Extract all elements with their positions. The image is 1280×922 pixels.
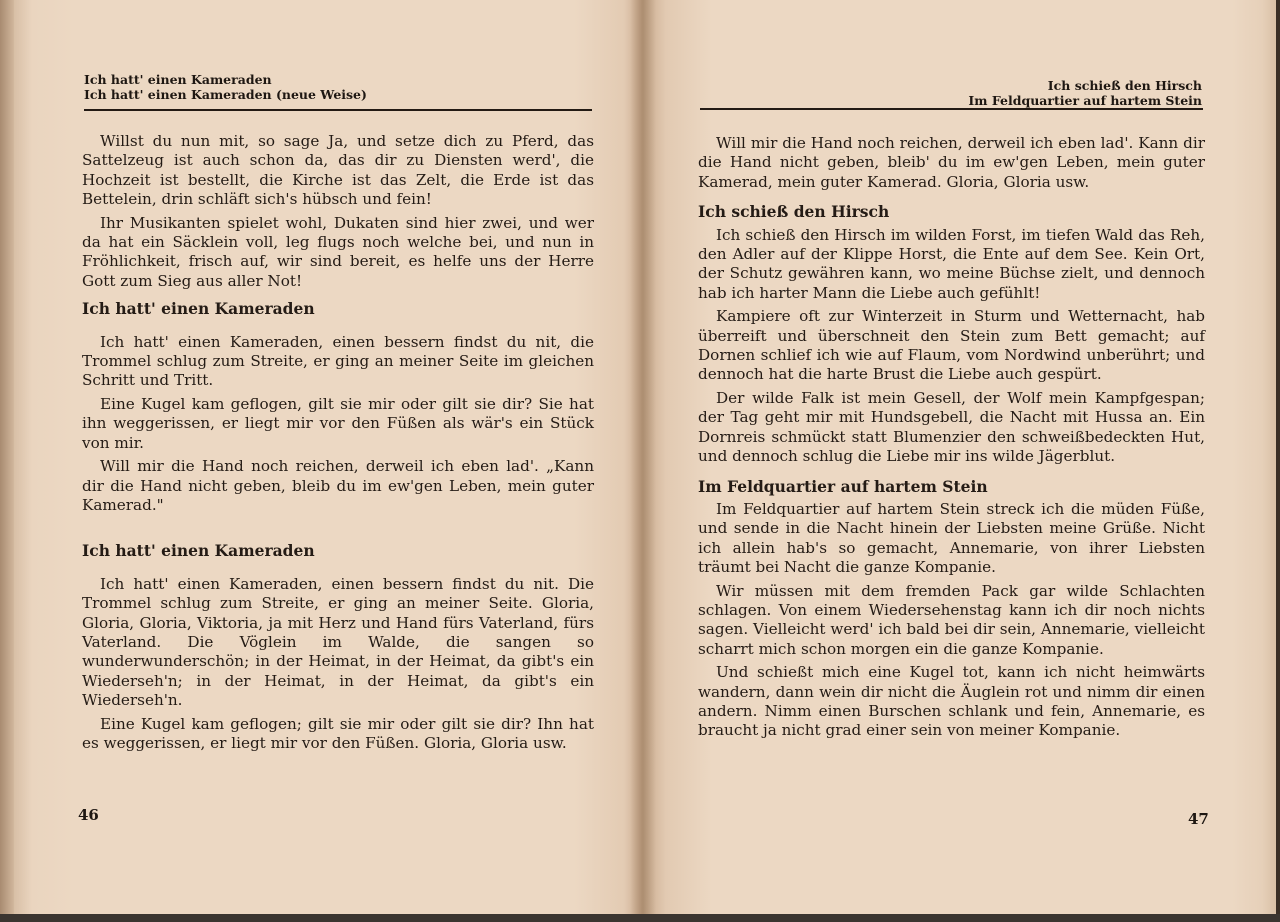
page-number: 47 <box>1188 810 1209 828</box>
running-head-line: Ich hatt' einen Kameraden <box>84 72 272 87</box>
right-page <box>642 0 1276 914</box>
paragraph: Willst du nun mit, so sage Ja, und setze dich zu Pferd, das Sattelzeug ist auch schon da, das dir zu Diensten werd', die Hochzeit ist bestellt, die Kirche ist das Zelt, die Erde ist das Bettelein, drin schläft sich's hübsch und fein! <box>82 132 594 209</box>
section-heading: Ich schieß den Hirsch <box>698 202 890 222</box>
page-number: 46 <box>78 806 99 824</box>
paragraph: Ich schieß den Hirsch im wilden Forst, im tiefen Wald das Reh, den Adler auf der Klippe Horst, die Ente auf dem See. Kein Ort, der Schutz gewähren kann, wo meine Büchse zielt, und dennoch hab ich harter Mann die Liebe auch gefühlt! <box>698 225 1205 302</box>
gutter-shadow <box>630 0 656 914</box>
book-edge <box>0 0 14 922</box>
running-head-line: Im Feldquartier auf hartem Stein <box>968 93 1202 108</box>
right-page-text <box>698 134 1205 745</box>
book-bottom-edge <box>0 914 1280 922</box>
paragraph: Im Feldquartier auf hartem Stein streck ich die müden Füße, und sende in die Nacht hinein der Liebsten meine Grüße. Nicht ich allein hab's so gemacht, Annemarie, von ihrer Liebsten träumt bei Nacht die ganze Kompanie. <box>698 499 1205 577</box>
paragraph: Kampiere oft zur Winterzeit in Sturm und Wetternacht, hab überreift und überschneit den Stein zum Bett gemacht; auf Dornen schlief ich wie auf Flaum, vom Nordwind unberührt; und dennoch hat die harte Brust die Liebe auch gespürt. <box>698 307 1205 384</box>
left-page <box>14 0 642 914</box>
section-heading: Im Feldquartier auf hartem Stein <box>698 476 988 496</box>
paragraph: Eine Kugel kam geflogen, gilt sie mir oder gilt sie dir? Sie hat ihn weggerissen, er liegt mir vor den Füßen als wär's ein Stück von mir. <box>82 394 594 452</box>
paragraph: Ihr Musikanten spielet wohl, Dukaten sind hier zwei, und wer da hat ein Säcklein voll, leg flugs noch welche bei, und nun in Fröhlichkeit, frisch auf, wir sind bereit, es helfe uns der Herre Gott zum Sieg aus aller Not! <box>82 213 594 290</box>
running-head-right <box>702 78 1202 108</box>
paragraph: Ich hatt' einen Kameraden, einen bessern findst du nit. Die Trommel schlug zum Streite, er ging an meiner Seite. Gloria, Gloria, Gloria, Viktoria, ja mit Herz und Hand fürs Vaterland, fürs Vaterland. Die Vöglein im Walde, die sangen so wunderwunderschön; in der Heimat, in der Heimat, da gibt's ein Wiederseh'n; in der Heimat, in der Heimat, da gibt's ein Wiederseh'n. <box>82 574 594 710</box>
running-head-line: Ich schieß den Hirsch <box>1047 78 1202 93</box>
paragraph: Der wilde Falk ist mein Gesell, der Wolf mein Kampfgespan; der Tag geht mir mit Hundsgebell, die Nacht mit Hussa an. Ein Dornreis schmückt statt Blumenzier den schweißbedeckten Hut, und dennoch schlug die Liebe mir ins wilde Jägerblut. <box>698 388 1205 466</box>
paragraph: Ich hatt' einen Kameraden, einen bessern findst du nit, die Trommel schlug zum Streite, er ging an meiner Seite im gleichen Schritt und Tritt. <box>82 332 594 390</box>
header-rule <box>84 109 592 111</box>
header-rule <box>700 108 1203 110</box>
paragraph: Will mir die Hand noch reichen, derweil ich eben lad'. „Kann dir die Hand nicht geben, bleib du im ew'gen Leben, mein guter Kamerad." <box>82 457 594 514</box>
paragraph: Eine Kugel kam geflogen; gilt sie mir oder gilt sie dir? Ihn hat es weggerissen, er liegt mir vor den Füßen. Gloria, Gloria usw. <box>82 714 594 752</box>
paragraph: Will mir die Hand noch reichen, derweil ich eben lad'. Kann dir die Hand nicht geben, bleib' du im ew'gen Leben, mein guter Kamerad, mein guter Kamerad. Gloria, Gloria usw. <box>698 134 1205 191</box>
running-head-line: Ich hatt' einen Kameraden (neue Weise) <box>84 87 367 102</box>
paragraph: Wir müssen mit dem fremden Pack gar wilde Schlachten schlagen. Von einem Wiedersehenstag kann ich dir noch nichts sagen. Vielleicht werd' ich bald bei dir sein, Annemarie, vielleicht scharrt mich schon morgen ein die ganze Kompanie. <box>698 581 1205 658</box>
left-page-text <box>82 132 594 757</box>
running-head-left <box>84 72 604 102</box>
paragraph: Und schießt mich eine Kugel tot, kann ich nicht heimwärts wandern, dann wein dir nicht die Äuglein rot und nimm dir einen andern. Nimm einen Burschen schlank und fein, Annemarie, es braucht ja nicht grad einer sein von meiner Kompanie. <box>698 663 1205 740</box>
section-heading: Ich hatt' einen Kameraden <box>82 299 315 319</box>
section-heading: Ich hatt' einen Kameraden <box>82 541 315 561</box>
